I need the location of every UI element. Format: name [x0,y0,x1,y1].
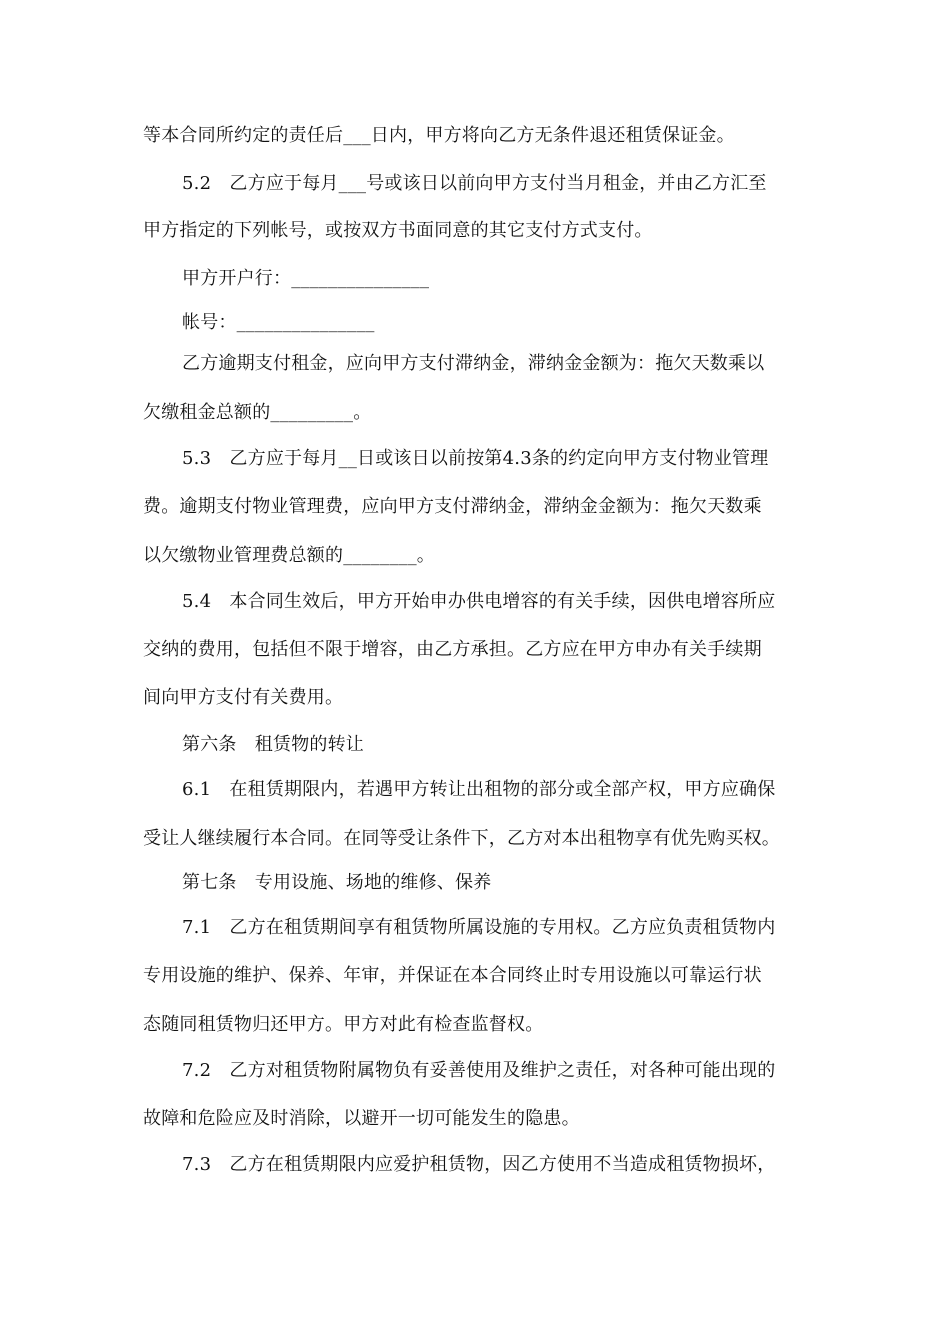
clause-7-3: 7.3 乙方在租赁期限内应爱护租赁物，因乙方使用不当造成租赁物损坏， [182,1154,776,1175]
text-line: 乙方逾期支付租金，应向甲方支付滞纳金，滞纳金金额为：拖欠天数乘以 [182,353,765,374]
clause-5-4: 5.4 本合同生效后，甲方开始申办供电增容的有关手续，因供电增容所应 [182,591,776,612]
text-line: 专用设施的维护、保养、年审，并保证在本合同终止时专用设施以可靠运行状 [143,965,762,986]
text-line: 故障和危险应及时消除，以避开一切可能发生的隐患。 [143,1108,580,1129]
text-line: 等本合同所约定的责任后___日内，甲方将向乙方无条件退还租赁保证金。 [143,125,735,146]
text-line: 费。逾期支付物业管理费，应向甲方支付滞纳金，滞纳金金额为：拖欠天数乘 [143,496,762,517]
clause-5-2: 5.2 乙方应于每月___号或该日以前向甲方支付当月租金，并由乙方汇至 [182,173,767,194]
clause-7-1: 7.1 乙方在租赁期间享有租赁物所属设施的专用权。乙方应负责租赁物内 [182,917,776,938]
text-line: 交纳的费用，包括但不限于增容，由乙方承担。乙方应在甲方申办有关手续期 [143,639,762,660]
text-line: 欠缴租金总额的_________。 [143,402,372,423]
article-6-heading: 第六条 租赁物的转让 [182,734,364,755]
text-line: 态随同租赁物归还甲方。甲方对此有检查监督权。 [143,1014,544,1035]
text-line: 甲方指定的下列帐号，或按双方书面同意的其它支付方式支付。 [143,220,653,241]
clause-6-1: 6.1 在租赁期限内，若遇甲方转让出租物的部分或全部产权，甲方应确保 [182,779,776,800]
text-line: 间向甲方支付有关费用。 [143,687,344,708]
clause-5-3: 5.3 乙方应于每月__日或该日以前按第4.3条的约定向甲方支付物业管理 [182,448,769,469]
account-field: 帐号：_______________ [182,312,375,333]
article-7-heading: 第七条 专用设施、场地的维修、保养 [182,872,492,893]
bank-field: 甲方开户行：_______________ [182,268,430,289]
clause-7-2: 7.2 乙方对租赁物附属物负有妥善使用及维护之责任，对各种可能出现的 [182,1060,776,1081]
text-line: 以欠缴物业管理费总额的________。 [143,545,435,566]
text-line: 受让人继续履行本合同。在同等受让条件下，乙方对本出租物享有优先购买权。 [143,828,780,849]
